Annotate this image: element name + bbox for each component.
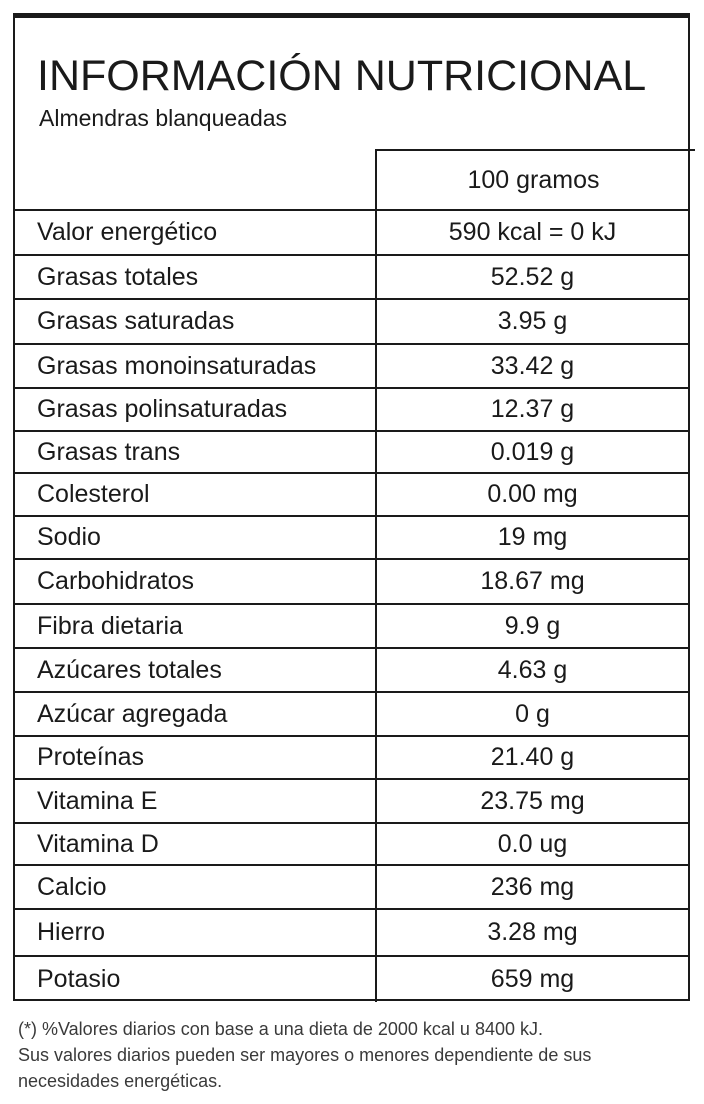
nutrient-row: [15, 345, 688, 389]
nutrient-row: [15, 693, 688, 737]
footnote-line: Sus valores diarios pueden ser mayores o menores dependiente de sus: [18, 1045, 592, 1065]
nutrient-row: [15, 780, 688, 824]
nutrient-row: [15, 474, 688, 517]
nutrient-name: Calcio: [37, 872, 107, 901]
serving-size-header: 100 gramos: [467, 165, 600, 194]
nutrient-name: Colesterol: [37, 480, 150, 508]
nutrient-name: Vitamina E: [37, 786, 158, 815]
nutrient-row: [15, 256, 688, 300]
nutrient-row: [15, 560, 688, 605]
nutrient-value: 3.95 g: [375, 300, 688, 343]
nutrient-value: 21.40 g: [375, 737, 688, 778]
nutrient-row: [15, 211, 688, 256]
nutrient-value: 23.75 mg: [375, 780, 688, 822]
nutrient-name: Grasas polinsaturadas: [37, 395, 288, 423]
nutrient-name: Proteínas: [37, 743, 145, 771]
nutrient-name: Grasas totales: [37, 262, 199, 291]
footnote: [18, 1016, 688, 1094]
nutrient-row: [15, 737, 688, 780]
footnote-line: (*) %Valores diarios con base a una dieta de 2000 kcal u 8400 kJ.: [18, 1019, 543, 1039]
nutrient-value: 3.28 mg: [375, 910, 688, 955]
nutrient-name: Valor energético: [37, 218, 218, 246]
nutrient-name: Vitamina D: [37, 829, 159, 858]
nutrient-row: [15, 866, 688, 910]
nutrient-name: Grasas trans: [37, 437, 181, 466]
nutrient-value: 0.0 ug: [375, 824, 688, 864]
nutrient-row: [15, 389, 688, 432]
nutrient-value: 33.42 g: [375, 345, 688, 387]
nutrient-value: 9.9 g: [375, 605, 688, 647]
nutrient-name: Hierro: [37, 918, 106, 946]
nutrient-name: Azúcares totales: [37, 655, 222, 684]
nutrient-row: [15, 432, 688, 474]
nutrient-value: 18.67 mg: [375, 560, 688, 603]
nutrient-name: Azúcar agregada: [37, 699, 228, 728]
nutrient-value: 4.63 g: [375, 649, 688, 691]
nutrient-row: [15, 824, 688, 866]
nutrient-row: [15, 605, 688, 649]
nutrient-name: Potasio: [37, 965, 121, 993]
nutrition-facts-label: [13, 13, 690, 1001]
nutrient-value: 590 kcal = 0 kJ: [375, 211, 688, 254]
nutrient-value: 659 mg: [375, 957, 688, 1002]
nutrient-row: [15, 649, 688, 693]
label-title: INFORMACIÓN NUTRICIONAL: [37, 52, 647, 100]
product-name: Almendras blanqueadas: [39, 105, 288, 131]
nutrient-row: [15, 957, 688, 1002]
nutrient-row: [15, 300, 688, 345]
nutrient-value: 236 mg: [375, 866, 688, 908]
footnote-line: necesidades energéticas.: [18, 1071, 223, 1091]
nutrient-row: [15, 910, 688, 957]
nutrient-value: 0.019 g: [375, 432, 688, 472]
nutrient-name: Fibra dietaria: [37, 611, 183, 640]
nutrient-value: 52.52 g: [375, 256, 688, 298]
nutrient-table: [15, 209, 688, 1002]
nutrient-name: Carbohidratos: [37, 567, 195, 595]
nutrient-row: [15, 517, 688, 560]
nutrient-value: 19 mg: [375, 517, 688, 558]
nutrient-value: 0.00 mg: [375, 474, 688, 515]
nutrient-name: Sodio: [37, 523, 101, 551]
nutrient-name: Grasas monoinsaturadas: [37, 351, 317, 380]
nutrient-value: 12.37 g: [375, 389, 688, 430]
nutrient-name: Grasas saturadas: [37, 307, 235, 335]
nutrient-value: 0 g: [375, 693, 688, 735]
